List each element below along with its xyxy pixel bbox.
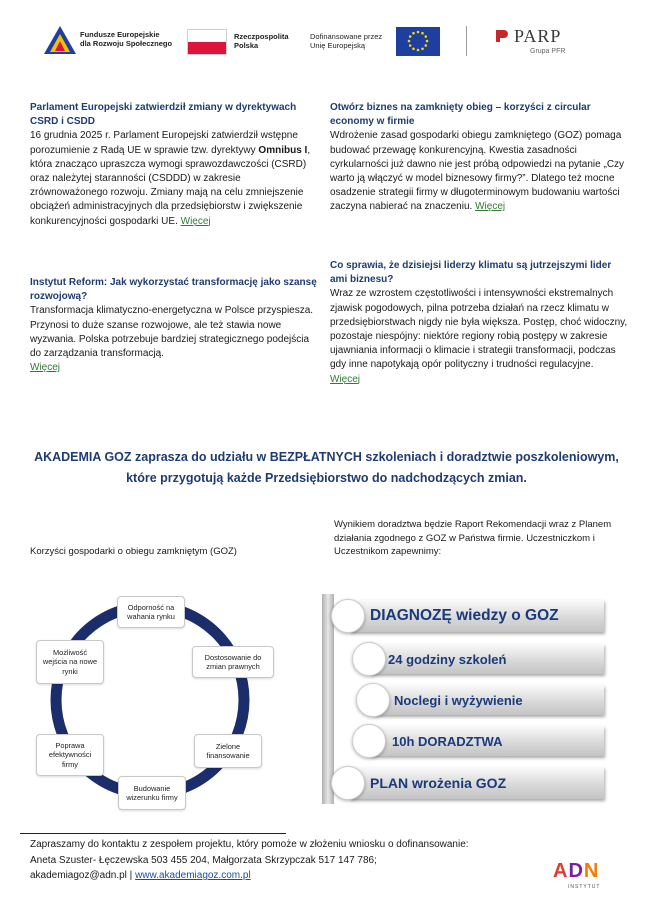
article-climate-leaders — [330, 259, 628, 387]
offer-bullet-icon — [352, 724, 386, 758]
offer-bullet-icon — [352, 642, 386, 676]
more-link[interactable]: Więcej — [30, 362, 61, 374]
article-title: Instytut Reform: Jak wykorzystać transformację jako szansę rozwojową? — [30, 277, 317, 303]
offer-item: 24 godziny szkoleń — [370, 644, 604, 674]
article-title: Parlament Europejski zatwierdził zmiany w dyrektywach CSRD i CSDD — [30, 102, 297, 128]
cycle-item: Możliwość wejścia na nowe rynki — [36, 640, 104, 684]
fe-logo-icon — [42, 24, 78, 60]
parp-logo-subtitle: Grupa PFR — [530, 48, 566, 55]
offer-bullet-icon — [356, 683, 390, 717]
article-circular-economy — [330, 101, 628, 215]
adn-logo-subtitle: INSTYTUT — [568, 884, 601, 890]
article-body: Wdrożenie zasad gospodarki obiegu zamkniętego (GOZ) pomaga budować przewagę konkurencyjną. Kwestia zasadności cyrkularności już dawno nie jest próbą odpowiedzi na pytanie „Czy warto ją włączyć w model biznesowy firmy?”. Dlatego też mocne osadzenie strategii firmy w długoterminowym budowaniu wartości zaczyna nabierać na znaczeniu. Więcej — [330, 130, 625, 213]
offer-item: PLAN wrożenia GOZ — [350, 767, 604, 799]
article-body: Wraz ze wzrostem częstotliwości i intensywności ekstremalnych zjawisk pogodowych, pilna potrzeba działań na rzecz klimatu w przedsiębiorstwach nigdy nie była większa. Postęp, choć widoczny, pozostaje niespójny: niektóre regiony robią postępy w zakresie ujawniania informacji o klimacie i strategii transformacji, podczas gdy inne napotykają opór polityczny i trudności regulacyjne. — [330, 288, 628, 371]
parp-logo-text: PARP — [514, 26, 562, 46]
report-text: Wynikiem doradztwa będzie Raport Rekomendacji wraz z Planem działania zgodnego z GOZ w Państwa firmie. Uczestniczkom i Uczestnikom zapewnimy: — [334, 519, 612, 557]
more-link[interactable]: Więcej — [180, 215, 211, 227]
cycle-item: Dostosowanie do zmian prawnych — [192, 646, 274, 678]
contact-email[interactable]: akademiagoz@adn.pl — [30, 870, 127, 881]
contact-footer: Zapraszamy do kontaktu z zespołem projektu, który pomoże w złożeniu wniosku o dofinansowanie: Aneta Szuster- Łęczewska 503 455 204, Małgorzata Skrzypczak 517 147 786; akademiagoz@adn.pl | www.akademiagoz.com.pl — [30, 839, 469, 881]
offer-item: Noclegi i wyżywienie — [374, 685, 604, 715]
more-link[interactable]: Więcej — [475, 201, 506, 213]
adn-logo: ADN — [553, 860, 600, 882]
rp-logo-text: Rzeczpospolita Polska — [234, 32, 289, 50]
cycle-item: Zielone finansowanie — [194, 734, 262, 768]
offer-bullet-icon — [331, 599, 365, 633]
article-csrd — [30, 101, 318, 229]
cycle-item: Odporność na wahania rynku — [117, 596, 185, 628]
fe-logo-text: Fundusze Europejskie dla Rozwoju Społecznego — [80, 30, 173, 48]
offer-item: 10h DORADZTWA — [370, 726, 604, 756]
article-title: Otwórz biznes na zamknięty obieg – korzyści z circular economy w firmie — [330, 102, 591, 128]
eu-flag-icon — [396, 27, 440, 56]
more-link[interactable]: Więcej — [330, 373, 361, 385]
offer-spine — [322, 594, 334, 804]
poland-flag-icon — [187, 29, 227, 55]
article-instytut-reform — [30, 276, 318, 375]
eu-logo-text: Dofinansowane przez Unię Europejską — [310, 32, 383, 50]
offer-item: DIAGNOZĘ wiedzy o GOZ — [350, 600, 604, 632]
parp-logo-icon — [494, 28, 510, 44]
article-body: 16 grudnia 2025 r. Parlament Europejski zatwierdził wstępne porozumienie z Radą UE w sprawie tzw. dyrektywy Omnibus I, która znacząco upraszcza wymogi sprawozdawczości (CSRD) oraz należytej staranności (CSDDD) w zakresie zrównoważonego rozwoju. Zmiany mają na celu zmniejszenie obciążeń administracyjnych dla przedsiębiorstw i zwiększenie konkurencyjności gospodarki UE. Więcej — [30, 130, 311, 227]
goz-cycle-diagram — [30, 590, 290, 820]
header-divider — [466, 26, 467, 56]
article-title: Co sprawia, że dzisiejsi liderzy klimatu są jutrzejszymi lider ami biznesu? — [330, 260, 612, 286]
article-body: Transformacja klimatyczno-energetyczna w Polsce przyspiesza. Przynosi to duże szanse rozwojowe, ale też stawia nowe wyzwania. Polska potrzebuje bardziej strategicznego podejścia do zarządzania transformacją. — [30, 305, 314, 360]
offer-bullet-icon — [331, 766, 365, 800]
invite-banner: AKADEMIA GOZ zaprasza do udziału w BEZPŁATNYCH szkoleniach i doradztwie poszkoleniowym, które przygotują każde Przedsiębiorstwo do nadchodzących zmian. — [34, 450, 619, 485]
cycle-item: Poprawa efektywności firmy — [36, 734, 104, 776]
footer-divider — [20, 833, 286, 834]
benefits-caption: Korzyści gospodarki o obiegu zamkniętym (GOZ) — [30, 546, 237, 557]
website-link[interactable]: www.akademiagoz.com.pl — [135, 870, 251, 881]
cycle-item: Budowanie wizerunku firmy — [118, 776, 186, 810]
